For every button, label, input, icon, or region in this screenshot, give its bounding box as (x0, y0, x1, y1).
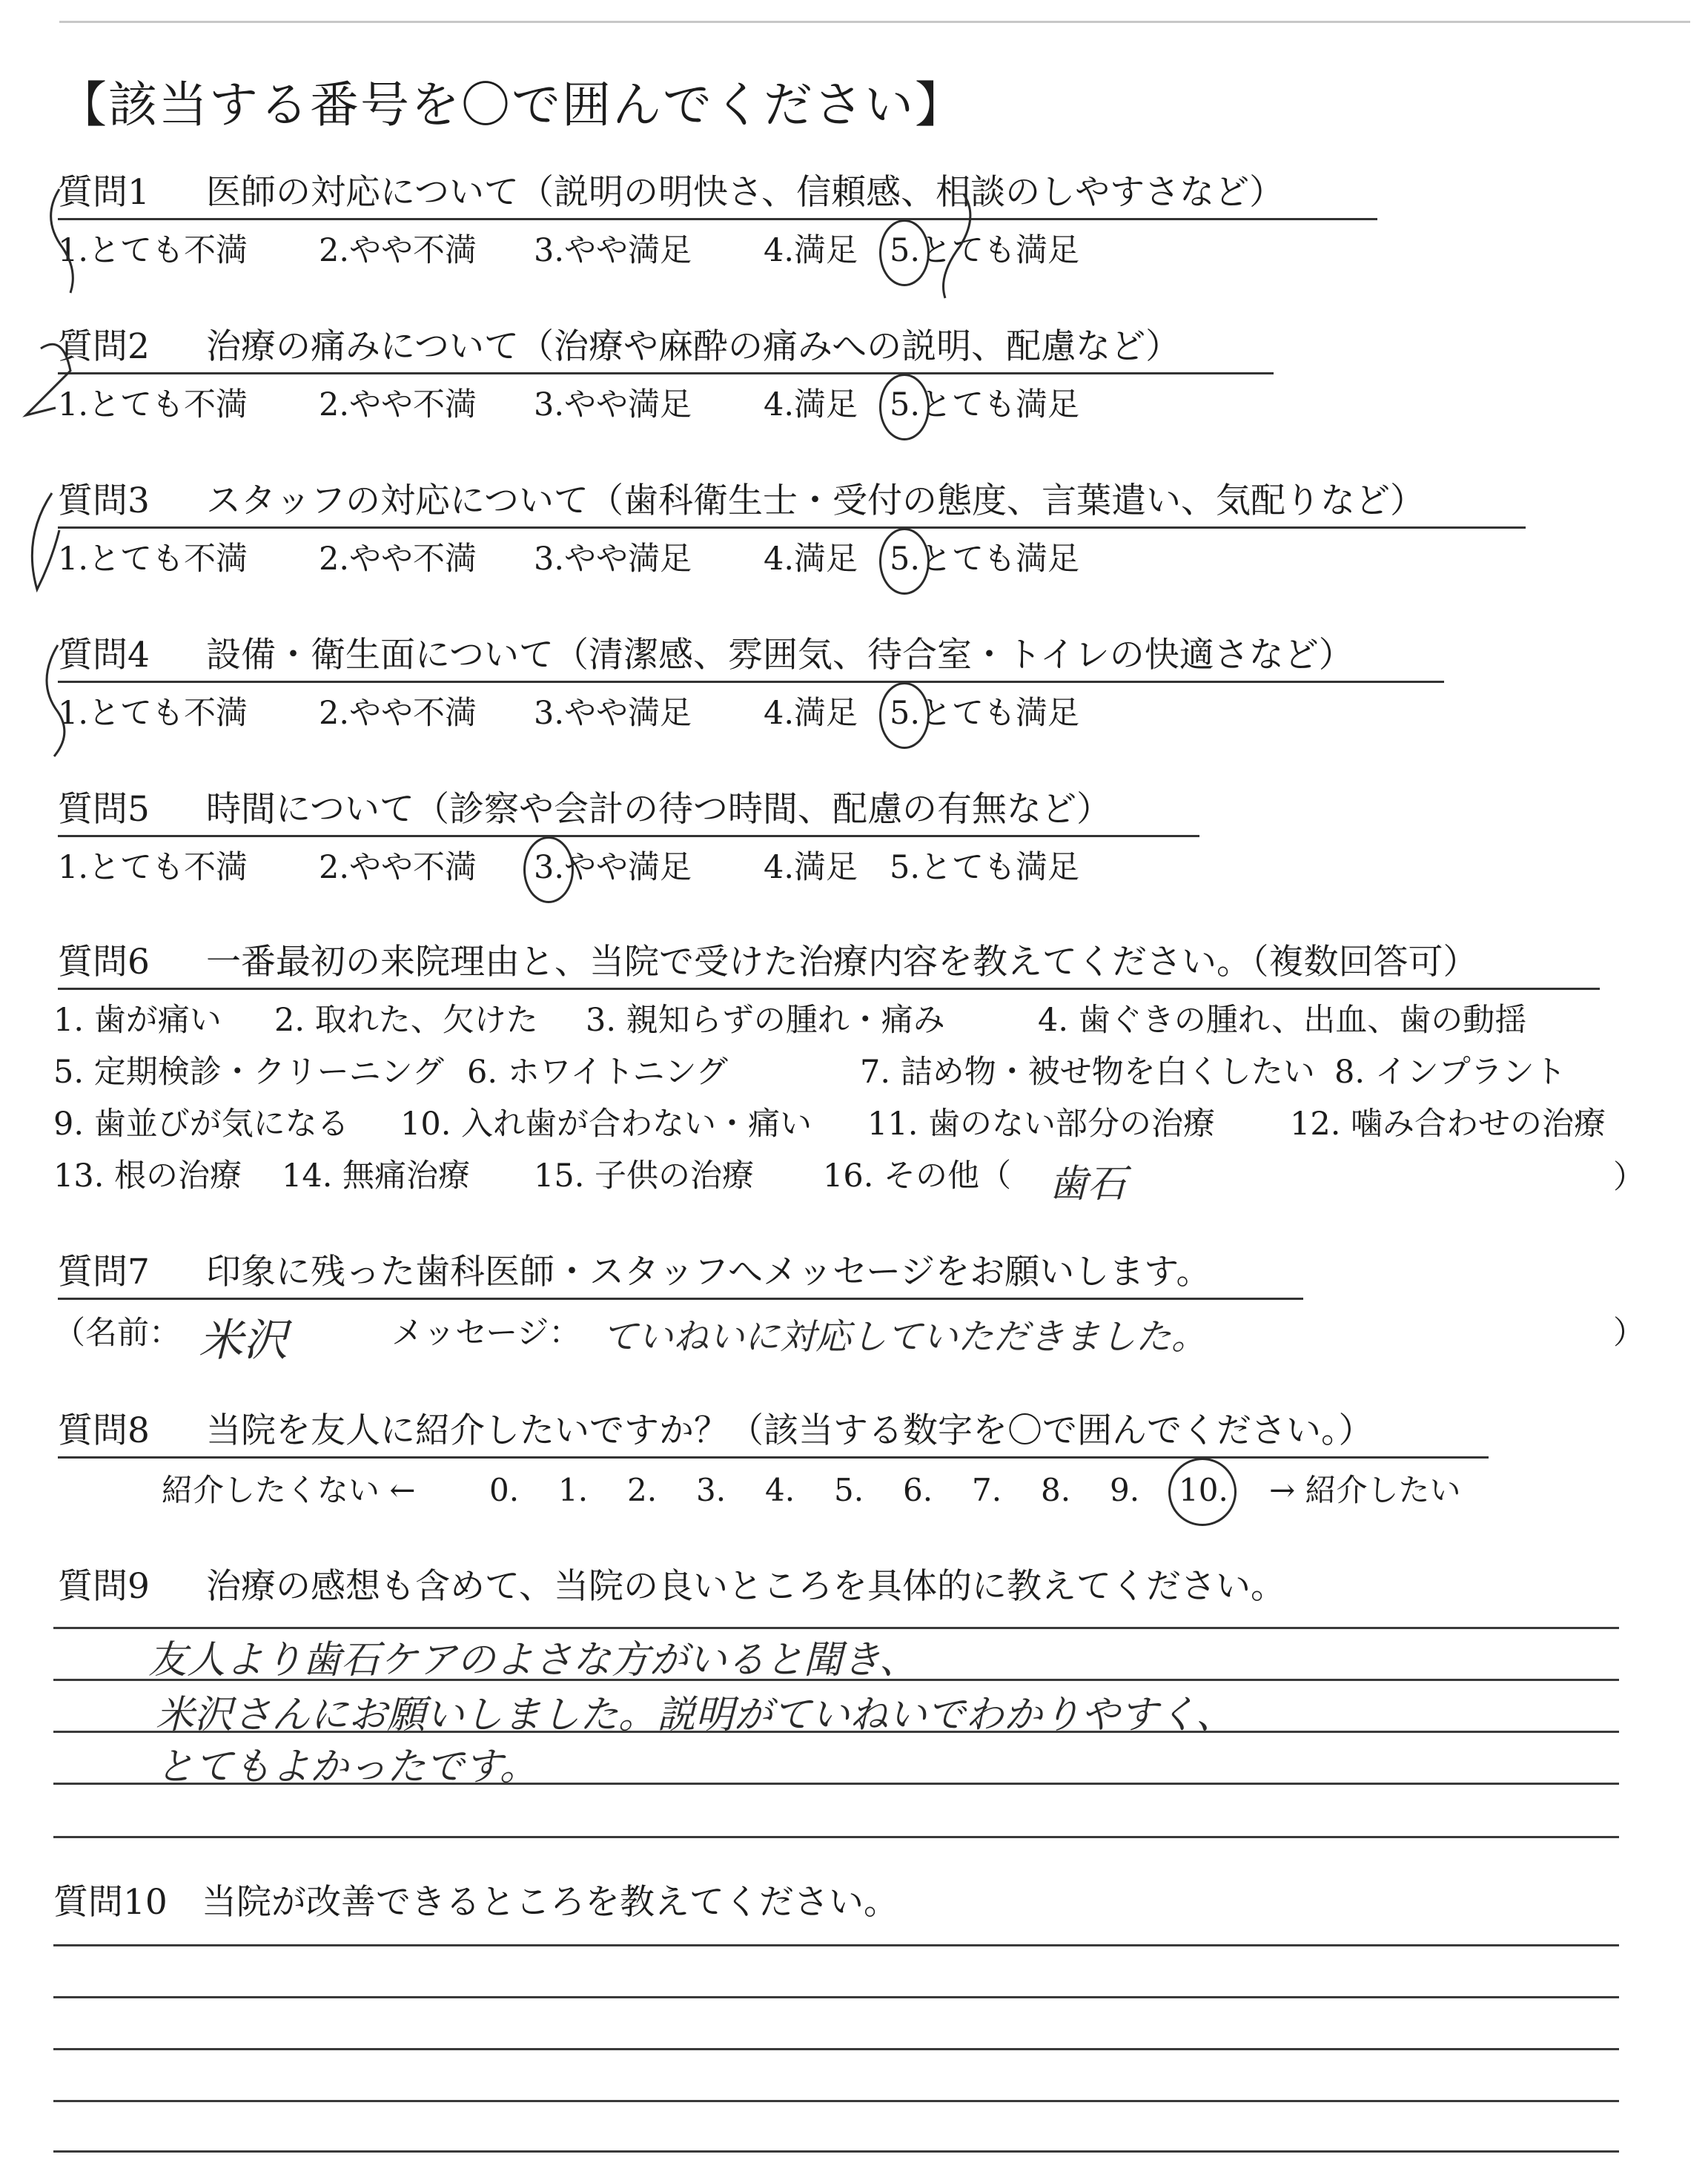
selection-circle (879, 682, 930, 749)
q6-option[interactable]: 10. 入れ歯が合わない・痛い (400, 1106, 812, 1143)
q8-scale-7[interactable]: 7. (972, 1472, 1002, 1508)
q8-scale-0[interactable]: 0. (489, 1472, 520, 1508)
q5-option-1[interactable] (58, 847, 248, 888)
q6-option[interactable]: 12. 噛み合わせの治療 (1290, 1106, 1606, 1143)
option-number: 3. (534, 232, 565, 269)
q7-heading (58, 1250, 1303, 1300)
option-number: 4. (764, 541, 795, 578)
q10-answer-line (53, 1944, 1619, 1946)
option-number: 3. (534, 695, 565, 732)
q8-scale-10[interactable]: 10. (1179, 1472, 1228, 1508)
q10-answer-line (53, 2100, 1619, 2102)
q8-scale-6[interactable]: 6. (903, 1472, 933, 1508)
q7-text: 印象に残った歯科医師・スタッフへメッセージをお願いします。 (206, 1252, 1211, 1292)
q6-label: 質問6 (58, 942, 150, 982)
q10-answer-line (53, 2150, 1619, 2153)
option-label: 満足 (794, 386, 858, 423)
option-number: 3. (534, 386, 565, 423)
q5-heading (58, 787, 1199, 837)
q3-option-3[interactable] (534, 538, 692, 580)
option-number: 1. (58, 849, 89, 886)
q2-heading (58, 325, 1274, 374)
q10-label: 質問10 (53, 1882, 168, 1923)
q8-scale-5[interactable]: 5. (834, 1472, 864, 1508)
q6-other-close: ） (1613, 1159, 1645, 1196)
option-label: とても満足 (920, 386, 1080, 423)
q6-option[interactable]: 14. 無痛治療 (282, 1157, 471, 1195)
option-number: 2. (319, 386, 350, 423)
q6-option[interactable]: 16. その他（ (823, 1157, 1012, 1195)
q2-option-1[interactable] (58, 384, 248, 426)
q6-option[interactable]: 3. 親知らずの腫れ・痛み (586, 1002, 945, 1039)
option-number: 2. (319, 232, 350, 269)
option-number: 4. (764, 849, 795, 886)
q2-option-2[interactable] (319, 384, 477, 426)
q4-heading (58, 633, 1444, 683)
selection-circle (523, 836, 574, 903)
q7-name-handwritten[interactable]: 米沢 (199, 1315, 288, 1367)
option-label: とても満足 (920, 232, 1080, 269)
option-number: 3. (534, 849, 565, 886)
q6-option[interactable]: 6. ホワイトニング (467, 1054, 728, 1091)
q10-answer-line (53, 2048, 1619, 2050)
q8-scale-2[interactable]: 2. (627, 1472, 658, 1508)
q6-option[interactable]: 11. 歯のない部分の治療 (867, 1106, 1216, 1143)
q3-text: スタッフの対応について（歯科衛生士・受付の態度、言葉遣い、気配りなど） (206, 480, 1426, 521)
q5-option-5[interactable] (890, 847, 1079, 888)
page-title: 【該当する番号を〇で囲んでください】 (58, 76, 965, 133)
q6-option[interactable]: 8. インプラント (1334, 1054, 1566, 1091)
option-label: やや不満 (349, 541, 477, 578)
option-label: 満足 (794, 541, 858, 578)
q4-option-4[interactable] (764, 693, 858, 734)
option-number: 3. (534, 541, 565, 578)
q1-option-3[interactable] (534, 230, 692, 271)
q3-heading (58, 479, 1526, 529)
q8-scale-3[interactable]: 3. (696, 1472, 726, 1508)
q2-option-4[interactable] (764, 384, 858, 426)
q4-text: 設備・衛生面について（清潔感、雰囲気、待合室・トイレの快適さなど） (206, 635, 1354, 676)
q2-text: 治療の痛みについて（治療や麻酔の痛みへの説明、配慮など） (206, 326, 1181, 367)
q9-answer-line-3[interactable]: とてもよかったです。 (156, 1745, 538, 1789)
top-border (59, 21, 1690, 23)
option-label: 満足 (794, 695, 858, 732)
option-number: 1. (58, 695, 89, 732)
option-label: とても満足 (920, 541, 1080, 578)
q1-heading (58, 171, 1377, 220)
q4-option-3[interactable] (534, 693, 692, 734)
q7-message-label: メッセージ： (391, 1315, 581, 1352)
q10-answer-line (53, 1996, 1619, 1998)
q5-option-2[interactable] (319, 847, 477, 888)
option-number: 2. (319, 849, 350, 886)
pencil-stroke (32, 493, 59, 589)
option-label: とても不満 (88, 386, 248, 423)
q9-answer-line (53, 1836, 1619, 1838)
q6-option[interactable]: 7. 詰め物・被せ物を白くしたい (860, 1054, 1315, 1091)
option-label: やや満足 (564, 232, 692, 269)
q3-option-2[interactable] (319, 538, 477, 580)
q9-text: 治療の感想も含めて、当院の良いところを具体的に教えてください。 (206, 1566, 1286, 1607)
option-number: 4. (764, 386, 795, 423)
q7-close: ） (1613, 1315, 1645, 1352)
q9-heading (58, 1565, 1285, 1609)
q5-text: 時間について（診察や会計の待つ時間、配慮の有無など） (206, 789, 1112, 830)
q6-heading (58, 940, 1600, 990)
q6-other-handwritten[interactable]: 歯石 (1049, 1162, 1127, 1206)
option-label: やや不満 (349, 695, 477, 732)
q8-text: 当院を友人に紹介したいですか？（該当する数字を〇で囲んでください。） (206, 1410, 1374, 1451)
option-label: とても満足 (920, 849, 1080, 886)
q1-option-2[interactable] (319, 230, 477, 271)
q8-left-label: 紹介したくない ← (162, 1472, 416, 1508)
q6-option[interactable]: 9. 歯並びが気になる (53, 1106, 349, 1143)
option-label: 満足 (794, 232, 858, 269)
option-label: やや満足 (564, 849, 692, 886)
option-label: とても不満 (88, 849, 248, 886)
selection-circle (1168, 1458, 1237, 1526)
q4-option-2[interactable] (319, 693, 477, 734)
q8-scale-4[interactable]: 4. (765, 1472, 795, 1508)
q1-option-1[interactable] (58, 230, 248, 271)
option-label: やや満足 (564, 541, 692, 578)
option-number: 2. (319, 695, 350, 732)
q10-text: 当院が改善できるところを教えてください。 (202, 1882, 898, 1923)
q6-text: 一番最初の来院理由と、当院で受けた治療内容を教えてください。（複数回答可） (206, 942, 1478, 982)
selection-circle (879, 528, 930, 595)
q2-label: 質問2 (58, 326, 150, 367)
option-number: 4. (764, 695, 795, 732)
option-number: 1. (58, 386, 89, 423)
q9-answer-line-1[interactable]: 友人より歯石ケアのよさな方がいると聞き、 (148, 1638, 918, 1682)
option-label: 満足 (794, 849, 858, 886)
q6-option[interactable]: 13. 根の治療 (53, 1157, 242, 1195)
option-label: とても不満 (88, 695, 248, 732)
option-label: やや不満 (349, 232, 477, 269)
q6-option[interactable]: 4. 歯ぐきの腫れ、出血、歯の動揺 (1038, 1002, 1527, 1039)
q10-heading (53, 1880, 898, 1925)
option-label: やや満足 (564, 386, 692, 423)
q8-right-label: → 紹介したい (1269, 1472, 1461, 1508)
q8-scale-1[interactable]: 1. (558, 1472, 589, 1508)
option-number: 1. (58, 232, 89, 269)
option-number: 5. (890, 695, 921, 732)
q6-option[interactable]: 5. 定期検診・クリーニング (53, 1054, 444, 1091)
q1-label: 質問1 (58, 172, 150, 213)
selection-circle (879, 374, 930, 440)
option-number: 4. (764, 232, 795, 269)
q4-option-1[interactable] (58, 693, 248, 734)
option-number: 2. (319, 541, 350, 578)
option-number: 5. (890, 849, 921, 886)
option-number: 1. (58, 541, 89, 578)
q1-option-4[interactable] (764, 230, 858, 271)
q8-label: 質問8 (58, 1410, 150, 1451)
q6-option[interactable]: 2. 取れた、欠けた (274, 1002, 538, 1039)
option-label: とても満足 (920, 695, 1080, 732)
q3-option-4[interactable] (764, 538, 858, 580)
option-label: やや不満 (349, 386, 477, 423)
option-number: 5. (890, 541, 921, 578)
q7-name-label: （名前： (53, 1315, 181, 1352)
option-label: やや満足 (564, 695, 692, 732)
option-label: とても不満 (88, 541, 248, 578)
q8-heading (58, 1409, 1489, 1459)
q2-option-3[interactable] (534, 384, 692, 426)
q3-label: 質問3 (58, 480, 150, 521)
selection-circle (879, 219, 930, 286)
q5-option-4[interactable] (764, 847, 858, 888)
q8-scale-8[interactable]: 8. (1041, 1472, 1071, 1508)
q6-option[interactable]: 15. 子供の治療 (534, 1157, 755, 1195)
option-label: とても不満 (88, 232, 248, 269)
q8-scale-9[interactable]: 9. (1110, 1472, 1140, 1508)
q4-label: 質問4 (58, 635, 150, 676)
q6-option[interactable]: 1. 歯が痛い (53, 1002, 222, 1039)
option-number: 5. (890, 386, 921, 423)
q9-answer-line-2[interactable]: 米沢さんにお願いしました。説明がていねいでわかりやすく、 (156, 1693, 1234, 1737)
q5-label: 質問5 (58, 789, 150, 830)
q7-message-handwritten[interactable]: ていねいに対応していただきました。 (602, 1316, 1208, 1358)
q3-option-1[interactable] (58, 538, 248, 580)
option-number: 5. (890, 232, 921, 269)
q9-label: 質問9 (58, 1566, 150, 1607)
option-label: やや不満 (349, 849, 477, 886)
q1-text: 医師の対応について（説明の明快さ、信頼感、相談のしやすさなど） (206, 172, 1285, 213)
q7-label: 質問7 (58, 1252, 150, 1292)
